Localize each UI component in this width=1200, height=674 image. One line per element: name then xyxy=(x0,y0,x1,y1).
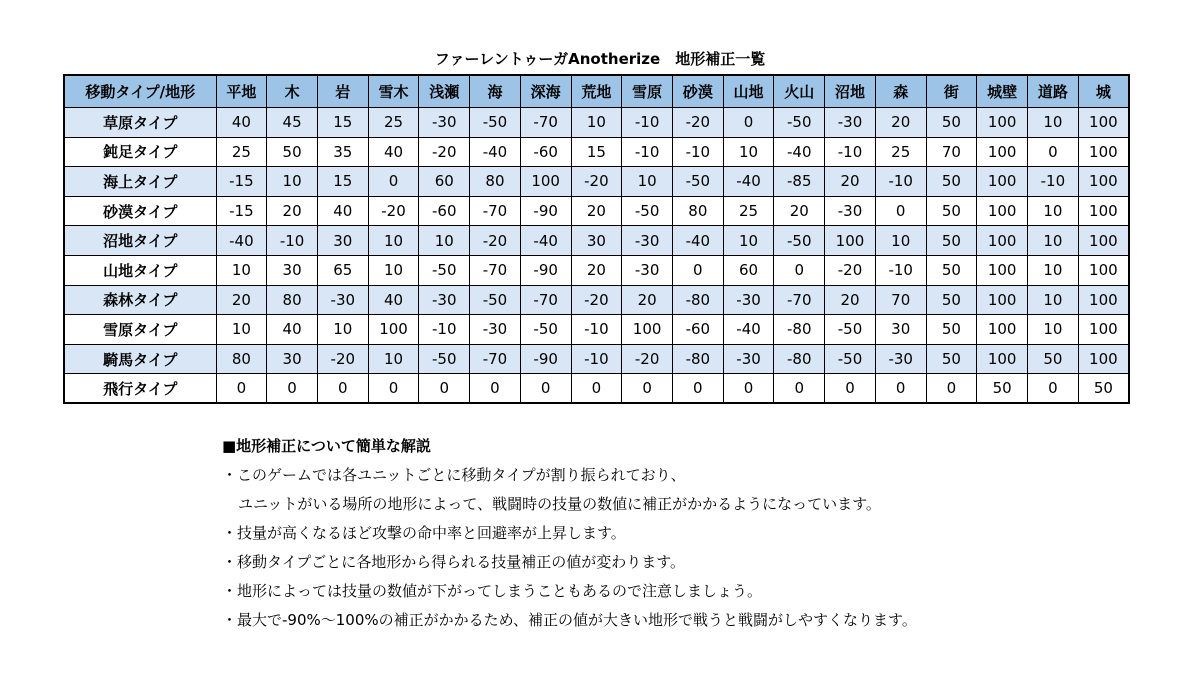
table-row xyxy=(64,255,1129,285)
correction-value-cell: 20 xyxy=(774,196,825,226)
correction-value-cell: -30 xyxy=(419,108,470,138)
correction-value-cell: 100 xyxy=(977,108,1028,138)
correction-value-cell: -80 xyxy=(672,344,723,374)
movement-type-label: 海上タイプ xyxy=(64,167,216,197)
correction-value-cell: 0 xyxy=(672,255,723,285)
correction-value-cell: -40 xyxy=(216,226,267,256)
correction-value-cell: -20 xyxy=(571,285,622,315)
terrain-correction-table xyxy=(63,74,1130,404)
correction-value-cell: 0 xyxy=(520,374,571,404)
correction-value-cell: 20 xyxy=(875,108,926,138)
correction-value-cell: 100 xyxy=(622,315,673,345)
terrain-header: 城壁 xyxy=(977,75,1028,108)
terrain-header: 雪原 xyxy=(622,75,673,108)
correction-value-cell: 80 xyxy=(672,196,723,226)
correction-value-cell: 30 xyxy=(267,255,318,285)
correction-value-cell: 40 xyxy=(216,108,267,138)
correction-value-cell: 40 xyxy=(267,315,318,345)
note-line: ・地形によっては技量の数値が下がってしまうこともあるので注意しましょう。 xyxy=(222,582,763,600)
correction-value-cell: 20 xyxy=(267,196,318,226)
correction-value-cell: -70 xyxy=(470,196,521,226)
correction-value-cell: 100 xyxy=(977,226,1028,256)
correction-value-cell: -40 xyxy=(470,137,521,167)
correction-value-cell: -20 xyxy=(317,344,368,374)
correction-value-cell: 15 xyxy=(571,137,622,167)
correction-value-cell: 10 xyxy=(1028,196,1079,226)
correction-value-cell: -30 xyxy=(470,315,521,345)
terrain-header: 火山 xyxy=(774,75,825,108)
movement-type-label: 森林タイプ xyxy=(64,285,216,315)
correction-value-cell: -50 xyxy=(470,285,521,315)
correction-value-cell: -30 xyxy=(622,226,673,256)
correction-value-cell: 100 xyxy=(977,196,1028,226)
correction-value-cell: -10 xyxy=(1028,167,1079,197)
correction-value-cell: -20 xyxy=(622,344,673,374)
correction-value-cell: 30 xyxy=(267,344,318,374)
correction-value-cell: -90 xyxy=(520,255,571,285)
terrain-header: 浅瀬 xyxy=(419,75,470,108)
correction-value-cell: 25 xyxy=(216,137,267,167)
correction-value-cell: 10 xyxy=(216,255,267,285)
correction-value-cell: 40 xyxy=(317,196,368,226)
correction-value-cell: 70 xyxy=(926,137,977,167)
correction-value-cell: 100 xyxy=(1078,226,1129,256)
correction-value-cell: -50 xyxy=(622,196,673,226)
correction-value-cell: -30 xyxy=(622,255,673,285)
correction-value-cell: 100 xyxy=(977,344,1028,374)
note-line: ・最大で-90%～100%の補正がかかるため、補正の値が大きい地形で戦うと戦闘がしやすくなります。 xyxy=(222,611,917,629)
correction-value-cell: -50 xyxy=(825,315,876,345)
correction-value-cell: -50 xyxy=(419,344,470,374)
correction-value-cell: 30 xyxy=(875,315,926,345)
correction-value-cell: 80 xyxy=(216,344,267,374)
terrain-header: 岩 xyxy=(317,75,368,108)
terrain-header: 道路 xyxy=(1028,75,1079,108)
correction-value-cell: -10 xyxy=(419,315,470,345)
correction-value-cell: -50 xyxy=(825,344,876,374)
correction-value-cell: 10 xyxy=(1028,285,1079,315)
correction-value-cell: 10 xyxy=(317,315,368,345)
correction-value-cell: 10 xyxy=(571,108,622,138)
correction-value-cell: 10 xyxy=(1028,255,1079,285)
correction-value-cell: -30 xyxy=(723,285,774,315)
note-line: ユニットがいる場所の地形によって、戦闘時の技量の数値に補正がかかるようになっています。 xyxy=(238,495,881,513)
correction-value-cell: 0 xyxy=(1028,374,1079,404)
table-row xyxy=(64,108,1129,138)
correction-value-cell: -40 xyxy=(774,137,825,167)
correction-value-cell: -60 xyxy=(419,196,470,226)
correction-value-cell: 60 xyxy=(723,255,774,285)
correction-value-cell: 20 xyxy=(571,255,622,285)
page-title: ファーレントゥーガAnotherize 地形補正一覧 xyxy=(434,50,766,68)
table-header-row xyxy=(64,75,1129,108)
correction-value-cell: 100 xyxy=(368,315,419,345)
terrain-header: 雪木 xyxy=(368,75,419,108)
correction-value-cell: 10 xyxy=(368,344,419,374)
correction-value-cell: 0 xyxy=(774,374,825,404)
correction-value-cell: -40 xyxy=(723,167,774,197)
terrain-header: 深海 xyxy=(520,75,571,108)
correction-value-cell: -50 xyxy=(470,108,521,138)
correction-value-cell: -70 xyxy=(774,285,825,315)
terrain-header: 街 xyxy=(926,75,977,108)
correction-value-cell: -20 xyxy=(825,255,876,285)
correction-value-cell: 20 xyxy=(825,285,876,315)
correction-value-cell: 40 xyxy=(368,137,419,167)
table-row xyxy=(64,196,1129,226)
correction-value-cell: 10 xyxy=(368,255,419,285)
correction-value-cell: -30 xyxy=(317,285,368,315)
correction-value-cell: 25 xyxy=(368,108,419,138)
correction-value-cell: 40 xyxy=(368,285,419,315)
correction-value-cell: -80 xyxy=(774,344,825,374)
correction-value-cell: 10 xyxy=(622,167,673,197)
correction-value-cell: 100 xyxy=(1078,315,1129,345)
correction-value-cell: 0 xyxy=(1028,137,1079,167)
correction-value-cell: -10 xyxy=(622,137,673,167)
correction-value-cell: 45 xyxy=(267,108,318,138)
movement-type-label: 鈍足タイプ xyxy=(64,137,216,167)
correction-value-cell: 0 xyxy=(267,374,318,404)
correction-value-cell: 50 xyxy=(926,108,977,138)
correction-value-cell: 0 xyxy=(774,255,825,285)
correction-value-cell: -60 xyxy=(520,137,571,167)
correction-value-cell: 100 xyxy=(977,285,1028,315)
correction-value-cell: 10 xyxy=(1028,226,1079,256)
correction-value-cell: -15 xyxy=(216,167,267,197)
correction-value-cell: -90 xyxy=(520,196,571,226)
correction-value-cell: -20 xyxy=(470,226,521,256)
correction-value-cell: -20 xyxy=(571,167,622,197)
correction-value-cell: 10 xyxy=(368,226,419,256)
note-line: ・このゲームでは各ユニットごとに移動タイプが割り振られており、 xyxy=(222,466,686,484)
correction-value-cell: 50 xyxy=(926,255,977,285)
correction-value-cell: 60 xyxy=(419,167,470,197)
correction-value-cell: 0 xyxy=(723,108,774,138)
movement-type-label: 草原タイプ xyxy=(64,108,216,138)
correction-value-cell: -30 xyxy=(419,285,470,315)
terrain-header: 平地 xyxy=(216,75,267,108)
correction-value-cell: -50 xyxy=(672,167,723,197)
correction-value-cell: -50 xyxy=(419,255,470,285)
correction-value-cell: 100 xyxy=(1078,196,1129,226)
correction-value-cell: 100 xyxy=(977,255,1028,285)
terrain-header: 沼地 xyxy=(825,75,876,108)
correction-value-cell: 80 xyxy=(267,285,318,315)
correction-value-cell: 20 xyxy=(571,196,622,226)
movement-type-label: 沼地タイプ xyxy=(64,226,216,256)
notes-section xyxy=(222,432,1122,635)
correction-value-cell: 50 xyxy=(926,315,977,345)
movement-type-label: 騎馬タイプ xyxy=(64,344,216,374)
correction-value-cell: -20 xyxy=(419,137,470,167)
table-body xyxy=(64,108,1129,404)
correction-value-cell: 0 xyxy=(926,374,977,404)
terrain-header: 山地 xyxy=(723,75,774,108)
correction-value-cell: 0 xyxy=(723,374,774,404)
correction-value-cell: -10 xyxy=(622,108,673,138)
correction-value-cell: 0 xyxy=(317,374,368,404)
correction-value-cell: 20 xyxy=(622,285,673,315)
correction-value-cell: 70 xyxy=(875,285,926,315)
correction-value-cell: 100 xyxy=(1078,255,1129,285)
correction-value-cell: -30 xyxy=(825,108,876,138)
correction-value-cell: 35 xyxy=(317,137,368,167)
correction-value-cell: 50 xyxy=(977,374,1028,404)
correction-value-cell: 50 xyxy=(1028,344,1079,374)
correction-value-cell: -60 xyxy=(672,315,723,345)
correction-value-cell: 0 xyxy=(368,167,419,197)
correction-value-cell: 15 xyxy=(317,108,368,138)
correction-value-cell: 10 xyxy=(1028,108,1079,138)
corner-header: 移動タイプ/地形 xyxy=(64,75,216,108)
correction-value-cell: 0 xyxy=(368,374,419,404)
movement-type-label: 砂漠タイプ xyxy=(64,196,216,226)
correction-value-cell: 50 xyxy=(926,196,977,226)
movement-type-label: 雪原タイプ xyxy=(64,315,216,345)
correction-value-cell: -50 xyxy=(774,226,825,256)
correction-value-cell: -80 xyxy=(774,315,825,345)
terrain-header: 城 xyxy=(1078,75,1129,108)
correction-value-cell: 25 xyxy=(875,137,926,167)
correction-value-cell: 50 xyxy=(1078,374,1129,404)
table-row xyxy=(64,374,1129,404)
correction-value-cell: 10 xyxy=(723,137,774,167)
correction-value-cell: 100 xyxy=(977,315,1028,345)
correction-value-cell: -40 xyxy=(672,226,723,256)
correction-value-cell: 100 xyxy=(977,167,1028,197)
correction-value-cell: 50 xyxy=(926,226,977,256)
correction-value-cell: 0 xyxy=(622,374,673,404)
correction-value-cell: -15 xyxy=(216,196,267,226)
correction-value-cell: 20 xyxy=(216,285,267,315)
correction-value-cell: -85 xyxy=(774,167,825,197)
correction-value-cell: -20 xyxy=(672,108,723,138)
correction-value-cell: 10 xyxy=(875,226,926,256)
correction-value-cell: 100 xyxy=(1078,344,1129,374)
correction-value-cell: 10 xyxy=(723,226,774,256)
correction-value-cell: -70 xyxy=(470,344,521,374)
correction-value-cell: -50 xyxy=(774,108,825,138)
correction-value-cell: -10 xyxy=(875,255,926,285)
terrain-header: 海 xyxy=(470,75,521,108)
correction-value-cell: -70 xyxy=(470,255,521,285)
correction-value-cell: 100 xyxy=(977,137,1028,167)
correction-value-cell: -50 xyxy=(520,315,571,345)
correction-value-cell: 50 xyxy=(926,167,977,197)
correction-value-cell: -40 xyxy=(520,226,571,256)
table-row xyxy=(64,315,1129,345)
correction-value-cell: 20 xyxy=(825,167,876,197)
table-row xyxy=(64,226,1129,256)
terrain-header: 荒地 xyxy=(571,75,622,108)
correction-value-cell: -30 xyxy=(875,344,926,374)
correction-value-cell: 0 xyxy=(571,374,622,404)
correction-value-cell: 50 xyxy=(926,285,977,315)
correction-value-cell: 100 xyxy=(1078,285,1129,315)
correction-value-cell: 80 xyxy=(470,167,521,197)
correction-value-cell: 100 xyxy=(520,167,571,197)
correction-value-cell: -10 xyxy=(571,315,622,345)
correction-value-cell: 0 xyxy=(875,196,926,226)
correction-value-cell: -10 xyxy=(875,167,926,197)
terrain-header: 砂漠 xyxy=(672,75,723,108)
correction-value-cell: -10 xyxy=(571,344,622,374)
correction-value-cell: 0 xyxy=(672,374,723,404)
movement-type-label: 飛行タイプ xyxy=(64,374,216,404)
movement-type-label: 山地タイプ xyxy=(64,255,216,285)
terrain-header: 森 xyxy=(875,75,926,108)
notes-heading: ■地形補正について簡単な解説 xyxy=(222,437,431,455)
correction-value-cell: 100 xyxy=(1078,137,1129,167)
correction-value-cell: -70 xyxy=(520,108,571,138)
correction-value-cell: 25 xyxy=(723,196,774,226)
correction-value-cell: -30 xyxy=(723,344,774,374)
correction-value-cell: -10 xyxy=(825,137,876,167)
table-row xyxy=(64,344,1129,374)
note-line: ・移動タイプごとに各地形から得られる技量補正の値が変わります。 xyxy=(222,553,686,571)
correction-value-cell: 0 xyxy=(419,374,470,404)
table-row xyxy=(64,137,1129,167)
correction-value-cell: 0 xyxy=(216,374,267,404)
terrain-header: 木 xyxy=(267,75,318,108)
correction-value-cell: 100 xyxy=(1078,108,1129,138)
correction-value-cell: 100 xyxy=(1078,167,1129,197)
correction-value-cell: 30 xyxy=(571,226,622,256)
correction-value-cell: 0 xyxy=(875,374,926,404)
correction-value-cell: 65 xyxy=(317,255,368,285)
correction-value-cell: -10 xyxy=(267,226,318,256)
correction-value-cell: 0 xyxy=(470,374,521,404)
correction-value-cell: 100 xyxy=(825,226,876,256)
correction-value-cell: -10 xyxy=(672,137,723,167)
correction-value-cell: 0 xyxy=(825,374,876,404)
correction-value-cell: 10 xyxy=(1028,315,1079,345)
correction-value-cell: -70 xyxy=(520,285,571,315)
correction-value-cell: 10 xyxy=(419,226,470,256)
table-row xyxy=(64,167,1129,197)
correction-value-cell: -30 xyxy=(825,196,876,226)
correction-value-cell: 50 xyxy=(926,344,977,374)
correction-value-cell: 15 xyxy=(317,167,368,197)
correction-value-cell: -40 xyxy=(723,315,774,345)
correction-value-cell: -90 xyxy=(520,344,571,374)
table-row xyxy=(64,285,1129,315)
correction-value-cell: 30 xyxy=(317,226,368,256)
correction-value-cell: 10 xyxy=(267,167,318,197)
correction-value-cell: -80 xyxy=(672,285,723,315)
correction-value-cell: 50 xyxy=(267,137,318,167)
correction-value-cell: 10 xyxy=(216,315,267,345)
note-line: ・技量が高くなるほど攻撃の命中率と回避率が上昇します。 xyxy=(222,524,626,542)
correction-value-cell: -20 xyxy=(368,196,419,226)
